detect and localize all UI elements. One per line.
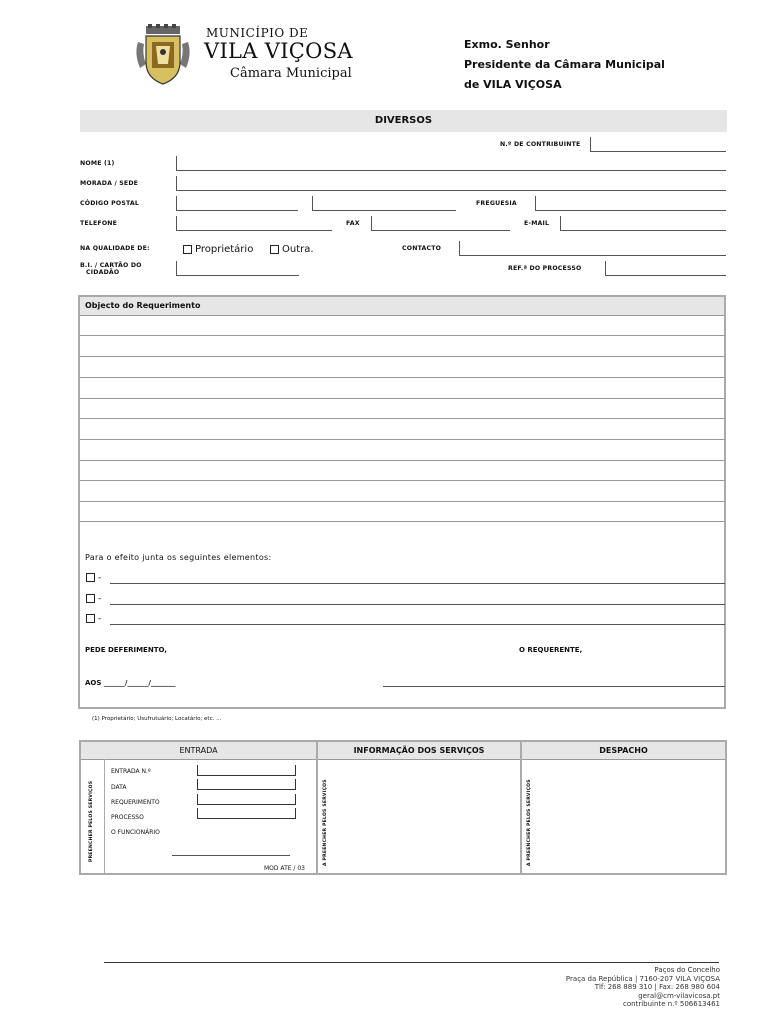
- contacto-field[interactable]: [459, 241, 726, 256]
- addressee-line1: Exmo. Senhor: [464, 38, 550, 51]
- entrada-numero-box[interactable]: [197, 765, 296, 776]
- objecto-line[interactable]: [80, 335, 725, 336]
- footer-line: Praça da República | 7160-207 VILA VIÇOSA: [565, 974, 720, 983]
- telefone-label: TELEFONE: [80, 220, 118, 227]
- form-title: DIVERSOS: [374, 115, 433, 126]
- junta-item-3[interactable]: [86, 614, 101, 624]
- processo-box[interactable]: [197, 808, 296, 819]
- checkbox-icon: [86, 573, 95, 582]
- data-box[interactable]: [197, 779, 296, 790]
- qualidade-option-outra[interactable]: [270, 244, 314, 255]
- side-label-despacho: A PREENCHER PELOS SERVIÇOS: [527, 779, 532, 866]
- entrada-field-label: ENTRADA N.º: [111, 768, 151, 775]
- entrada-field-label: O FUNCIONÁRIO: [111, 829, 160, 836]
- fax-label: FAX: [346, 220, 360, 227]
- footer-line: contribuinte n.º 506613461: [623, 1000, 720, 1008]
- footer-line: geral@cm-vilavicosa.pt: [638, 991, 720, 1000]
- dash: -: [98, 614, 102, 624]
- email-field[interactable]: [560, 216, 726, 231]
- junta-item-1[interactable]: [86, 573, 101, 583]
- col-divider: [316, 740, 318, 875]
- nome-label: NOME (1): [80, 160, 115, 167]
- footer-line: Tlf: 268 889 310 | Fax: 268 980 604: [594, 983, 720, 991]
- nome-field[interactable]: [176, 156, 726, 171]
- col-divider: [520, 740, 522, 875]
- checkbox-icon: [86, 594, 95, 603]
- addressee-line2: Presidente da Câmara Municipal: [464, 58, 665, 71]
- coat-of-arms-icon: [132, 24, 194, 86]
- morada-label: MORADA / SEDE: [80, 180, 139, 187]
- objecto-section: [78, 295, 726, 709]
- objecto-line[interactable]: [80, 398, 725, 399]
- bi-label-2: CIDADÃO: [86, 269, 120, 276]
- option-label: Outra.: [282, 244, 314, 255]
- side-label-informacao: A PREENCHER PELOS SERVIÇOS: [323, 779, 328, 866]
- objecto-line[interactable]: [80, 439, 725, 440]
- telefone-field[interactable]: [176, 216, 332, 231]
- junta-line-2[interactable]: [110, 604, 725, 605]
- addressee-line3: de VILA VIÇOSA: [464, 78, 562, 91]
- morada-field[interactable]: [176, 176, 726, 191]
- entrada-field-label: DATA: [111, 784, 127, 791]
- contacto-label: CONTACTO: [402, 245, 442, 252]
- logo-line-vila-vicosa: VILA VIÇOSA: [204, 39, 353, 63]
- mod-code: MOD ATE / 03: [264, 865, 305, 872]
- fax-field[interactable]: [371, 216, 510, 231]
- pede-deferimento: PEDE DEFERIMENTO,: [85, 646, 167, 654]
- logo-line-camara: Câmara Municipal: [230, 66, 352, 81]
- entrada-field-label: PROCESSO: [111, 814, 144, 821]
- checkbox-icon: [183, 245, 192, 254]
- contribuinte-label: N.º DE CONTRIBUINTE: [500, 141, 581, 148]
- email-label: E-MAIL: [524, 220, 550, 227]
- footnote: (1) Proprietário; Usufrutuário; Locatário; etc. ...: [92, 716, 222, 722]
- checkbox-icon: [86, 614, 95, 623]
- dash: -: [98, 573, 102, 583]
- bi-label-1: B.I. / CARTÃO DO: [80, 262, 142, 269]
- contribuinte-field[interactable]: [590, 137, 726, 152]
- codigo-postal-field-1[interactable]: [176, 196, 298, 211]
- despacho-header: DESPACHO: [599, 746, 648, 755]
- objecto-line[interactable]: [80, 356, 725, 357]
- freguesia-field[interactable]: [535, 196, 726, 211]
- junta-text: Para o efeito junta os seguintes elementos:: [85, 553, 272, 562]
- aos-date[interactable]: AOS ______/______/_______: [85, 679, 176, 687]
- option-label: Proprietário: [195, 244, 254, 255]
- side-column: [104, 759, 105, 873]
- objecto-line[interactable]: [80, 460, 725, 461]
- footer-line: Paços do Concelho: [654, 966, 720, 974]
- signature-line[interactable]: [383, 686, 725, 687]
- junta-line-3[interactable]: [110, 624, 725, 625]
- objecto-line[interactable]: [80, 418, 725, 419]
- footer-address: [566, 966, 720, 1009]
- entrada-header: ENTRADA: [179, 746, 218, 755]
- codigo-postal-field-2[interactable]: [312, 196, 456, 211]
- footer-rule: [104, 962, 719, 963]
- dash: -: [98, 594, 102, 604]
- objecto-line[interactable]: [80, 521, 725, 522]
- requerimento-box[interactable]: [197, 794, 296, 805]
- informacao-header: INFORMAÇÃO DOS SERVIÇOS: [353, 746, 485, 755]
- entrada-field-label: REQUERIMENTO: [111, 799, 160, 806]
- objecto-line[interactable]: [80, 480, 725, 481]
- funcionario-signature-line[interactable]: [172, 855, 290, 856]
- junta-line-1[interactable]: [110, 583, 725, 584]
- requerente-label: O REQUERENTE,: [519, 646, 583, 654]
- logo-line-municipio: MUNICÍPIO DE: [206, 26, 309, 40]
- qualidade-option-proprietario[interactable]: [183, 244, 253, 255]
- ref-processo-label: REF.ª DO PROCESSO: [508, 265, 582, 272]
- junta-item-2[interactable]: [86, 594, 101, 604]
- objecto-header: Objecto do Requerimento: [85, 301, 201, 310]
- bi-field[interactable]: [176, 261, 299, 276]
- ref-processo-field[interactable]: [605, 261, 726, 276]
- checkbox-icon: [270, 245, 279, 254]
- municipal-crest: [132, 24, 194, 86]
- objecto-line[interactable]: [80, 377, 725, 378]
- objecto-line[interactable]: [80, 501, 725, 502]
- freguesia-label: FREGUESIA: [476, 200, 517, 207]
- side-label-entrada: PREENCHER PELOS SERVIÇOS: [89, 780, 94, 862]
- codigo-postal-label: CÓDIGO POSTAL: [80, 200, 140, 207]
- qualidade-label: NA QUALIDADE DE:: [80, 245, 150, 252]
